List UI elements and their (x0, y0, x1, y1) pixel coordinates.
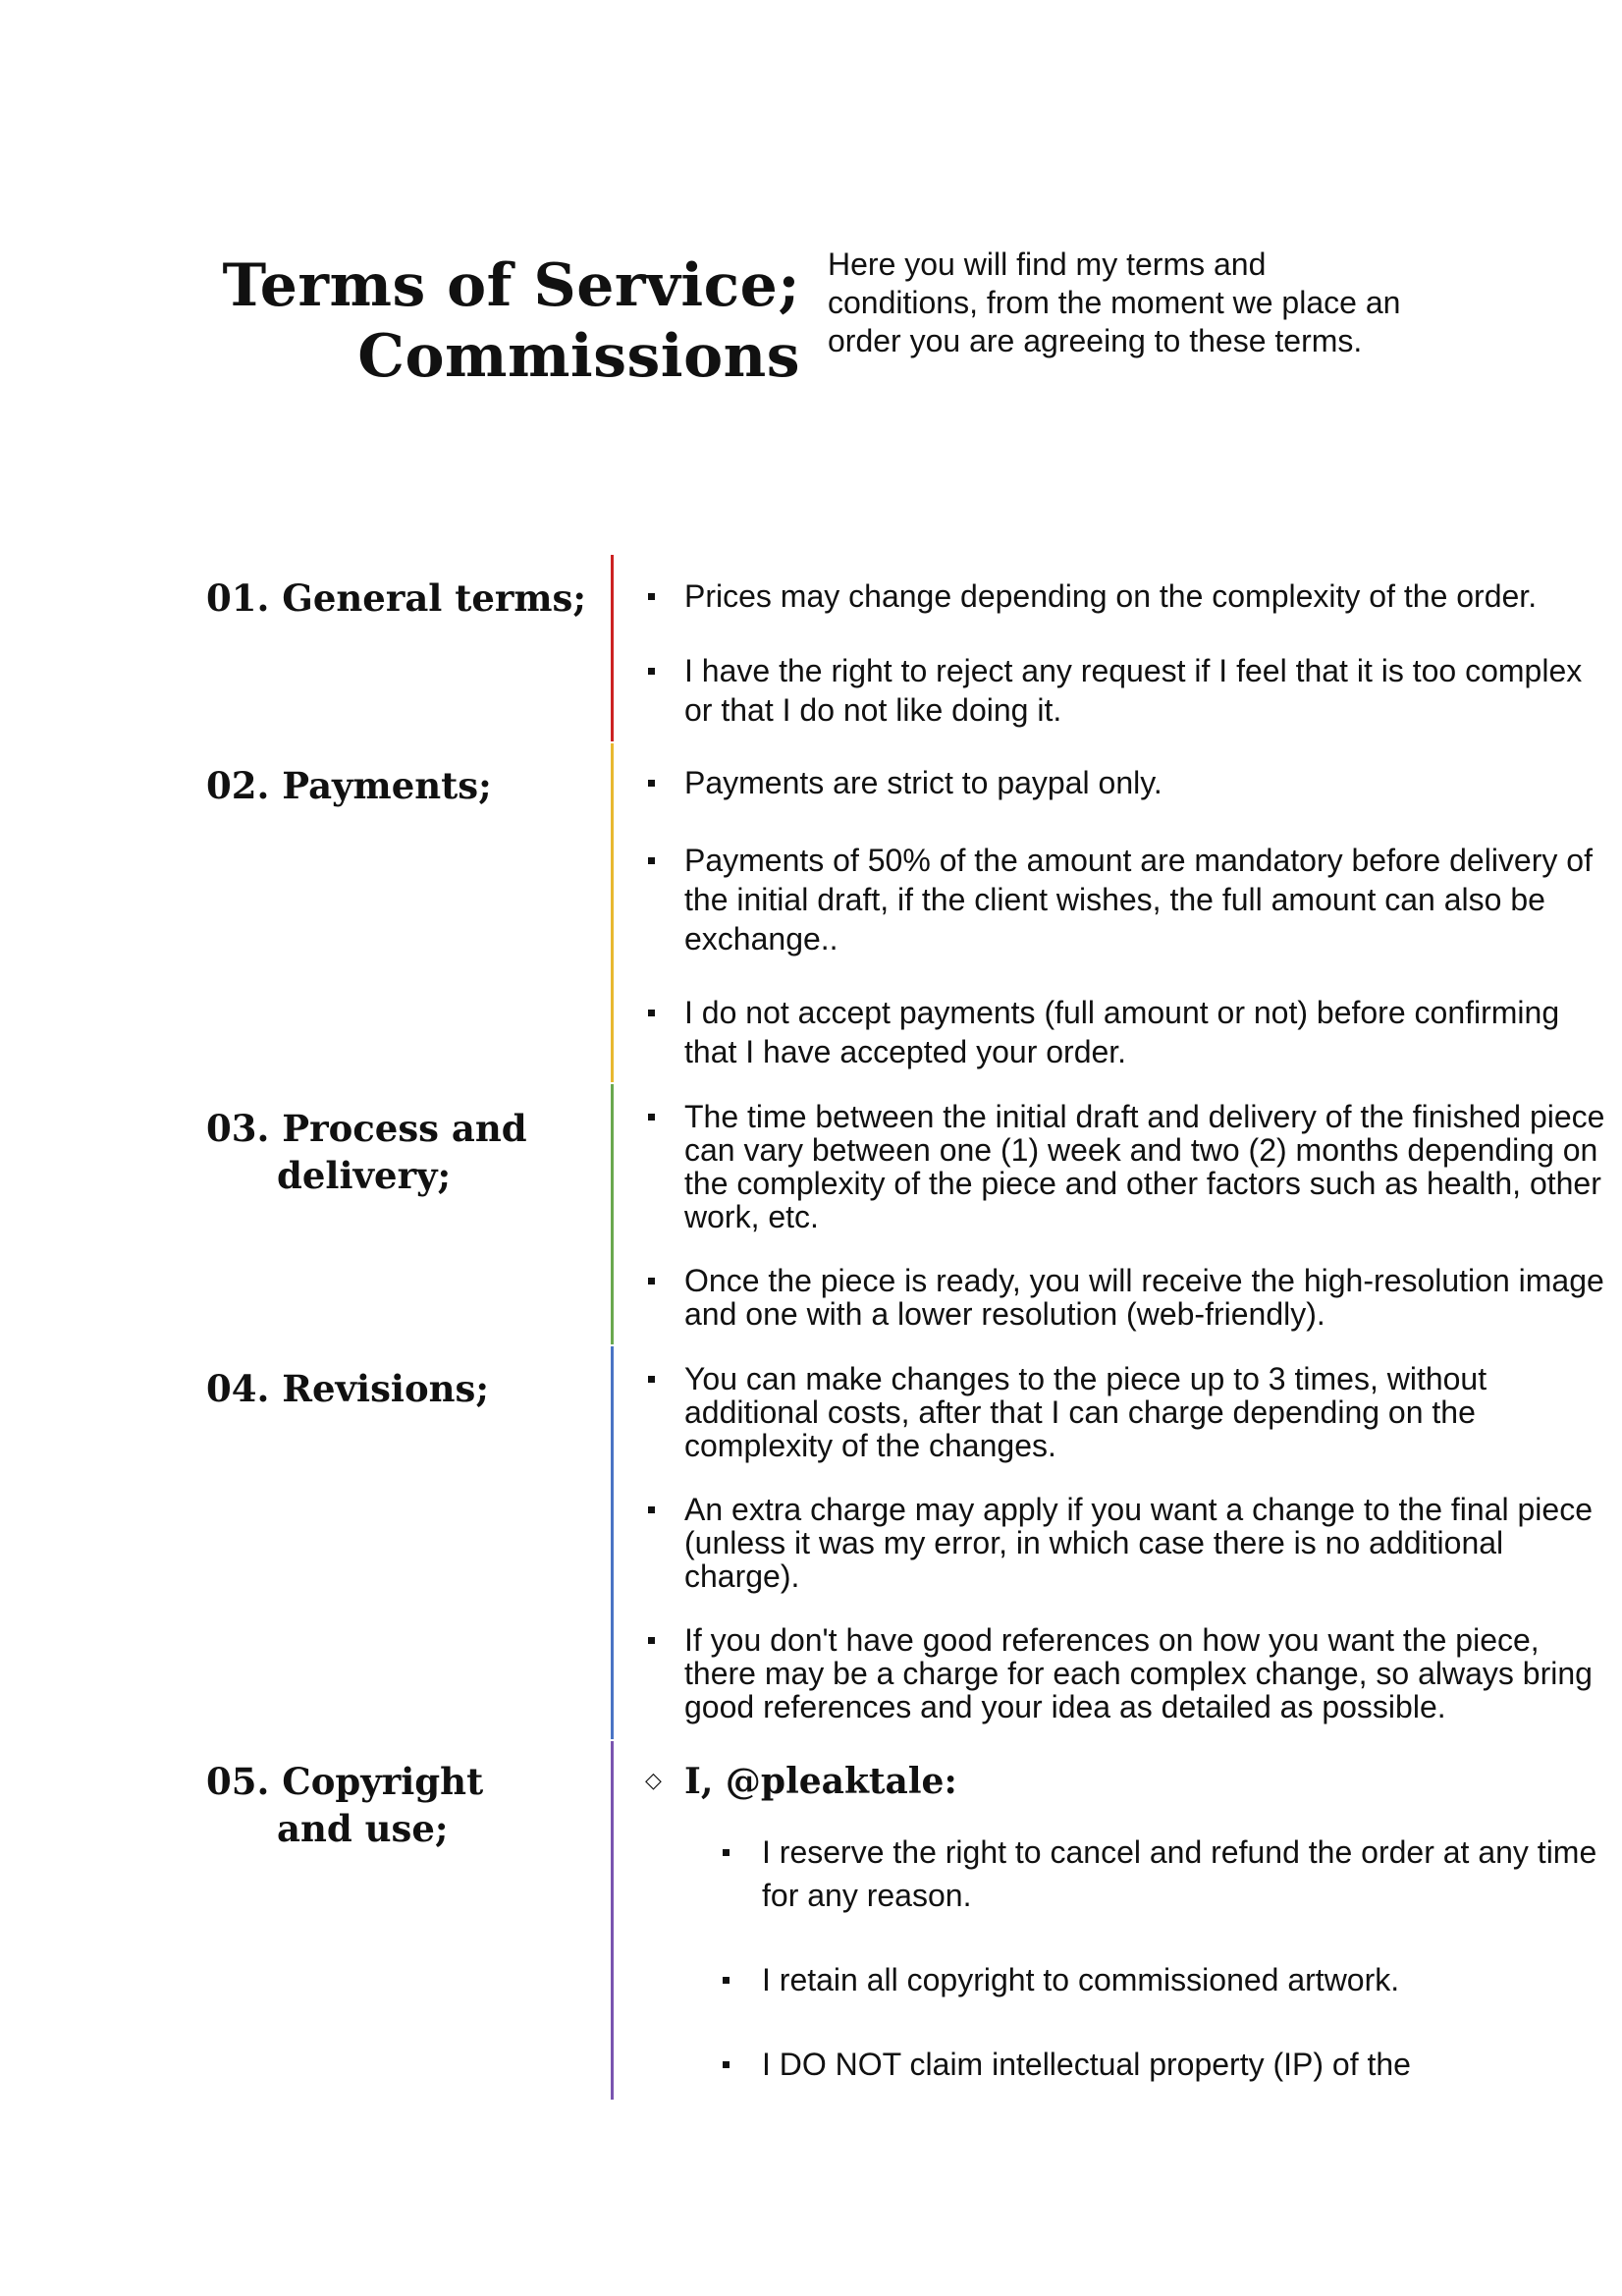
list-item: An extra charge may apply if you want a change to the final piece (unless it was my error, in which case there is no additional charge). (684, 1493, 1617, 1593)
bullet-icon (645, 651, 657, 690)
list-item: I reserve the right to cancel and refund the order at any time for any reason. (762, 1831, 1606, 1917)
bullet-icon (645, 1623, 657, 1657)
bullet-icon (723, 1958, 730, 2001)
rule-general (611, 555, 614, 741)
list-item: If you don't have good references on how you want the piece, there may be a charge for each complex change, so always bring good references and your idea as detailed as possible. (684, 1623, 1617, 1723)
rule-process (611, 1084, 614, 1344)
bullet-icon (645, 1264, 657, 1297)
rule-revisions (611, 1346, 614, 1739)
list-item: I retain all copyright to commissioned artwork. (762, 1958, 1606, 2001)
bullet-icon (723, 1831, 730, 1874)
title-line-1: Terms of Service; (222, 251, 800, 320)
list-item: The time between the initial draft and delivery of the finished piece can vary between one (1) week and two (2) months depending on the complexity of the piece and other factors such as health, other work, etc. (684, 1100, 1617, 1233)
list-item: Once the piece is ready, you will receive the high-resolution image and one with a lower resolution (web-friendly). (684, 1264, 1617, 1331)
bullet-icon (723, 2043, 730, 2086)
intro-text: Here you will find my terms and conditions, from the moment we place an order you are agreeing to these terms. (828, 246, 1401, 358)
bullet-icon (645, 579, 657, 613)
bullet-icon (645, 1362, 657, 1395)
section-heading-line-2: delivery; (277, 1154, 452, 1197)
bullet-icon (645, 993, 657, 1032)
rule-payments (611, 743, 614, 1082)
section-heading-process (206, 1105, 599, 1199)
section-heading-payments: 02. Payments; (206, 764, 492, 807)
section-heading-line-1: 05. Copyright (206, 1760, 484, 1803)
page-title (216, 250, 800, 392)
section-heading-revisions: 04. Revisions; (206, 1367, 490, 1410)
diamond-bullet-icon: ◇ (645, 1769, 662, 1793)
list-item: I DO NOT claim intellectual property (IP) of the (762, 2043, 1606, 2086)
bullet-icon (645, 1100, 657, 1133)
bullet-icon (645, 766, 657, 799)
section-heading-line-2: and use; (277, 1807, 449, 1850)
copyright-subheading: ◇ I, @pleaktale: (645, 1761, 957, 1802)
section-heading-general: 01. General terms; (206, 576, 587, 620)
list-item: I have the right to reject any request if I feel that it is too complex or that I do not like doing it. (684, 651, 1617, 730)
list-item: You can make changes to the piece up to 3 times, without additional costs, after that I can charge depending on the complexity of the changes. (684, 1362, 1617, 1462)
list-item: Payments are strict to paypal only. (684, 766, 1617, 799)
bullet-icon (645, 1493, 657, 1526)
section-heading-copyright (206, 1758, 599, 1852)
rule-copyright (611, 1741, 614, 2100)
list-item: I do not accept payments (full amount or not) before confirming that I have accepted your order. (684, 993, 1617, 1071)
list-item: Prices may change depending on the complexity of the order. (684, 579, 1617, 613)
bullet-icon (645, 841, 657, 880)
title-line-2: Commissions (357, 322, 800, 391)
list-item: Payments of 50% of the amount are mandatory before delivery of the initial draft, if the client wishes, the full amount can also be exchange.. (684, 841, 1617, 958)
section-heading-line-1: 03. Process and (206, 1107, 527, 1150)
